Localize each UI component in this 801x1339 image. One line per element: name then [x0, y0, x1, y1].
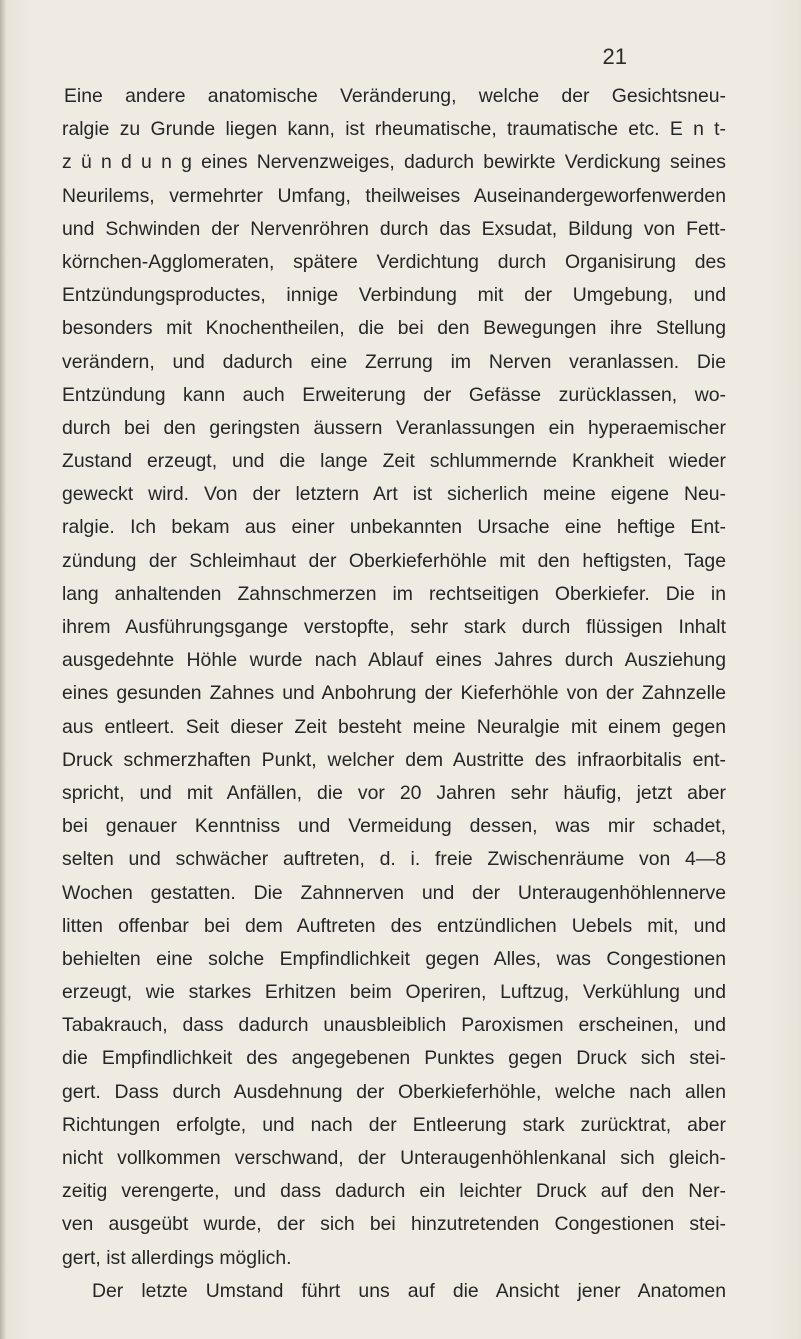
text-line: litten offenbar bei dem Auftreten des entzündlichen Uebels mit, und — [62, 914, 726, 937]
text-line: z ü n d u n g eines Nervenzweiges, dadurch bewirkte Verdickung seines — [62, 151, 726, 174]
body-text — [62, 80, 726, 1308]
text-line: ralgie zu Grunde liegen kann, ist rheumatische, traumatische etc. E n t- — [62, 118, 726, 141]
text-line: spricht, und mit Anfällen, die vor 20 Jahren sehr häufig, jetzt aber — [62, 781, 726, 804]
text-line: Wochen gestatten. Die Zahnnerven und der Unteraugenhöhlennerve — [62, 881, 726, 904]
text-line: Zustand erzeugt, und die lange Zeit schlummernde Krankheit wieder — [62, 450, 726, 473]
text-line: Entzündung kann auch Erweiterung der Gefässe zurücklassen, wo- — [62, 383, 726, 406]
text-line: Tabakrauch, dass dadurch unausbleiblich Paroxismen erscheinen, und — [62, 1014, 726, 1037]
text-line: selten und schwächer auftreten, d. i. freie Zwischenräume von 4—8 — [62, 848, 726, 871]
text-line: Der letzte Umstand führt uns auf die Ansicht jener Anatomen — [92, 1279, 726, 1302]
text-line: zeitig verengerte, und dass dadurch ein leichter Druck auf den Ner- — [62, 1180, 726, 1203]
text-line: Neurilems, vermehrter Umfang, theilweises Auseinandergeworfenwerden — [62, 184, 726, 207]
text-line: und Schwinden der Nervenröhren durch das Exsudat, Bildung von Fett- — [62, 217, 726, 240]
text-line: besonders mit Knochentheilen, die bei den Bewegungen ihre Stellung — [62, 317, 726, 340]
text-line: Eine andere anatomische Veränderung, welche der Gesichtsneu- — [64, 85, 726, 107]
text-line: gert, ist allerdings möglich. — [62, 1246, 292, 1269]
text-line: ralgie. Ich bekam aus einer unbekannten Ursache eine heftige Ent- — [62, 516, 726, 539]
text-line: behielten eine solche Empfindlichkeit gegen Alles, was Congestionen — [62, 947, 726, 970]
text-line: Entzündungsproductes, innige Verbindung mit der Umgebung, und — [62, 284, 726, 307]
text-line: erzeugt, wie starkes Erhitzen beim Operiren, Luftzug, Verkühlung und — [62, 981, 726, 1004]
text-line: die Empfindlichkeit des angegebenen Punktes gegen Druck sich stei- — [62, 1047, 726, 1070]
text-line: verändern, und dadurch eine Zerrung im Nerven veranlassen. Die — [62, 350, 726, 373]
text-line: aus entleert. Seit dieser Zeit besteht meine Neuralgie mit einem gegen — [62, 715, 726, 738]
text-line: zündung der Schleimhaut der Oberkieferhöhle mit den heftigsten, Tage — [62, 549, 726, 572]
text-line: körnchen-Agglomeraten, spätere Verdichtung durch Organisirung des — [62, 250, 726, 273]
text-line: gert. Dass durch Ausdehnung der Oberkieferhöhle, welche nach allen — [62, 1080, 726, 1103]
text-line: durch bei den geringsten äussern Veranlassungen ein hyperaemischer — [62, 416, 726, 439]
text-line: ven ausgeübt wurde, der sich bei hinzutretenden Congestionen stei- — [62, 1213, 726, 1236]
text-line: lang anhaltenden Zahnschmerzen im rechtseitigen Oberkiefer. Die in — [62, 582, 726, 605]
text-line: geweckt wird. Von der letztern Art ist sicherlich meine eigene Neu- — [62, 483, 726, 506]
text-line: Richtungen erfolgte, und nach der Entleerung stark zurücktrat, aber — [62, 1113, 726, 1136]
text-line: eines gesunden Zahnes und Anbohrung der Kieferhöhle von der Zahnzelle — [62, 682, 726, 705]
text-line: ausgedehnte Höhle wurde nach Ablauf eines Jahres durch Ausziehung — [62, 649, 726, 672]
text-line: bei genauer Kenntniss und Vermeidung dessen, was mir schadet, — [62, 815, 726, 838]
text-line: Druck schmerzhaften Punkt, welcher dem Austritte des infraorbitalis ent- — [62, 748, 726, 771]
text-line: nicht vollkommen verschwand, der Unteraugenhöhlenkanal sich gleich- — [62, 1147, 726, 1169]
page-spine-shadow — [0, 0, 6, 1339]
page-number: 21 — [602, 44, 627, 69]
text-line: ihrem Ausführungsgange verstopfte, sehr stark durch flüssigen Inhalt — [62, 616, 726, 638]
